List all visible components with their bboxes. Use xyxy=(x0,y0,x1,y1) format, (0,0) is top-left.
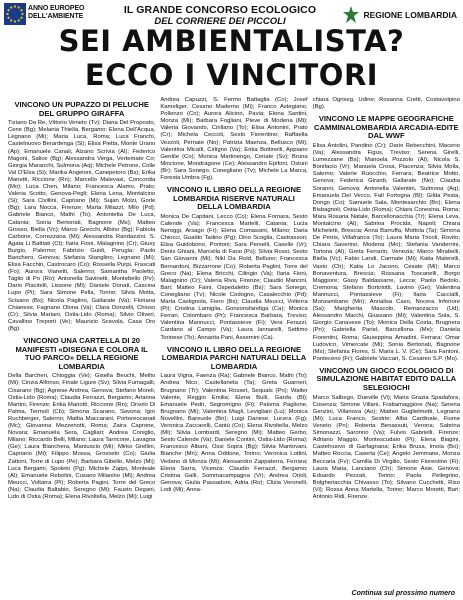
region-logo-block xyxy=(341,5,458,25)
headline xyxy=(0,24,463,92)
headline-line1: SEI AMBIENTALISTA? xyxy=(58,24,405,58)
footer-note: Continua sul prossimo numero xyxy=(351,590,455,597)
column-1 xyxy=(8,97,155,600)
region-lombardia-logo-icon xyxy=(341,5,361,25)
section-title: VINCONO UN PUPAZZO DI PELUCHE DEL GRUPPO GIRAFFA xyxy=(14,100,149,118)
column-3 xyxy=(313,97,460,600)
eu-flag-icon xyxy=(4,3,26,25)
eu-label xyxy=(28,5,84,21)
section-body: Laura Vigna, Faenza (Ra); Gabriele Bianco, Mathi (To); Andrea Nico, Castellaneta (Ta); Greta Guarneri, Brugnano (Tr); Valentina Rosset, Sequals (Pn); Walter Valente, Reggio Emilia; Elena Bulli, Garda (Bl); Emanuele Pedri, Segromigno (Fi); Paloma Paglione, Brugnano (Mi); Valentina Magli, Levigliani (Lu); Monica Novellini, Bareuole (Bn); Luigi Danese, Lucera (Fg); Veronica Zaccarelli, Cantù (Co); Elena Rivoltella, Melzo (Mi); Silvia Lombardi, Seregno (Mi); Matteo Gerbo, Sesto Calende (Va); Daniele Contini, Ostia-Lido (Roma); Francesco Albani, Ossi Sopra (Bg); Silvia Mantovani, Bianche (Mn); Anna Oddone, Torino; Veronica Lottini, Vedano di Monza (Mi); Alessandro Zappaterra, Ferrara; Elena Sarra, Vicenza; Claudio Ferrazzi, Bergamo; Cristina Galli, Sommacampagna (Vr); Andrea Orioli, Genova; Giulia Passadore, Adria (Ro); Clizia Veronelli, Lodi (Mi); Anna- xyxy=(160,373,308,493)
section-title: VINCONO UNA CARTELLA DI 20 MANIFESTI «DISEGNA E COLORA IL TUO PARCO» DELLA REGIONE LOMBARDIA xyxy=(15,336,148,371)
section-body: Tiziano Da Re, Vittorio Veneto (Tv); Diana Del Proposto, Cene (Bg); Melania Thiella, Bergamo; Elena Dell'Acqua, Legnano (Mi); Maria Luca, Roma; Luca Franchi, Castelnuovo Berardenga (Si); Elisa Pietta, Monte Urano (Ap); Emanuele Canali, Alzano Scrivia (Al); Federico Magoni, Salice (Bg); Alessandra Verga, Vertemate Co; Giorgia Maranchi, Sulmona (Aq); Michele Petrone, Colle Val D'Elsa (Si); Marika Angeloni, Canepetoro (Bs); Erika Manetti, Riccione (Rn); Marcello Malevasi, Concordia (Mo); Luca Chen, Milano; Francesca Alamo, Prato; Valeria Scotto, Genova-Pegli; Elena Lena, Montalcino (Si); Sara Civillini, Capriano (Mi); Sujan Molzi, Gorle (Bg); Lara Nocca, Firenze; Marta Milazzi, Milo (Pd); Gabriele Bianco, Mathi (To); Antonietta De Luca, Catania; Sonia Bertonati, Bagnone (Ms); Matteo Grosso, Biella (Vc); Marco Grecchi, Albino (Bg); Fabiola Carbone, Correzzana (Mi); Alessandra Randazzini, S. Agata Li Battiati (Ct); Ilaria Fioni, Malagnino (Cr); Giusy Burgio, Palermo; Fabrizio Guidi, Perugia; Paolo Banchero, Genova; Stefania Stanglino, Legnano (Mi); Elisa Facchin, Castrocaro (Co); Rossella Purpi, Frascati (Fo); Aurora Vianetti, Salerno; Samantha Paoletto, Taglio di Po (Ro); Antonella Savinetti, Montebello (Pv); Dario Piacitelli, Lissone (Mi); Daniele Donati, Cascina Lupo (Pi); Sara Simone Pella, Torino; Silvia Motta, Scisano (Bs); Nicola Paglino, Gallarate (Va); Floriana Chianese, Fagnano Olona (Va); Clara Donzelli, Chioso (Cr); Silvia Mariani, Ostia-Lido (Roma); Silvio Oliveri, Cavallino Treporti (Ve); Maurizio Scevola, Casa Oro (Bg). xyxy=(8,120,156,332)
contest-title: IL GRANDE CONCORSO ECOLOGICO xyxy=(123,4,317,16)
section-title: VINCONO UN GIOCO ECOLOGICO DI SIMULAZIONE HABITAT EDITO DALLA SELEGIOCHI xyxy=(316,365,457,393)
section-title: VINCONO IL LIBRO DELLA REGIONE LOMBARDIA PARCHI NATURALI DELLA LOMBARDIA xyxy=(161,344,307,371)
section-body: Monica De Capitani, Lecco (Co); Elena Fornara, Sesto Calende (Va); Francesca Martelli, Catania; Lucia Neroggi, Arsago (Fr); Elena Comassini, Milano; Daria Chiocci, Gualdo Tadino (Pg); Dino Scoglia, Castrasson; Elisa Guidobono, Pontoni; Sara Perselli, Caselle (Vr); Denis Ghiani, Marcella di Fano (Ps); Silvia Rossi, Sesto San Giovanni (Mi); Nikl Da Rold, Belluno; Francesca Bernardoni, Bizzarrone (Co); Roberta Paglini, Torre del Greco (Na); Elena Bricchi, Cilingio (Va); Ilaria Fioni, Malagnino (Cr); Valeria Riva, Firenze; Claudio Mancini, Bari; Matteo Faini, Ospedaletto (Bs); Sara Sonego, Conegliano (Tv); Nicole Codogno, Casalecchio (Pd); Marta Castignola, Fiero (Bs); Claudia Meucci, Volterra (Pi); Cristina Lamiglia, Gonzonsfandiga (Ca); Monica Ferrari, Colombaro (Pr); Francesca Barbara, Treviso; Valentina Mannucci, Pontassieve (Fi); Vera Ferazzi, Cardano al Campo (Va); Laura Iannarelli, Settimo Torinese (To); Annarita Pani, Assemini (Ca). xyxy=(160,213,308,341)
section-body: chiara Ogriseg, Udine; Rosanna Cretti, Costavolpino (Bg). xyxy=(312,97,460,111)
section-body: Della Barcheri, Chioggia (Ve); Gisella Beuchi, Melito (Mi); Cinzia Alfonso, Finale Ligure (Sv); Silvia Fumagalli, Cisarano (Bg); Agnese Andrea, Genova; Stefano Moreli, Ostia-Lido (Roma); Claudia Ferrazzi, Bergamo; Arianna Martini, Firenze; Erika Mariotti, Riccione (Rn); Orsolo Di Palma, Termoli (Cb); Simona Scarano, Savona; Igor Ruchberger, Salerno; Mattia Maccarani, Portoreocanati (Mc); Giovanna Mezzenotti, Roma; Zaira Caprone, Novara; Emanuela Sera, Cagliari; Andrea Coniglio, Milano; Riccardo Belli, Milano; Laura Tarricone, Lavagna (Ge); Laura Bianchera, Maniuscio (Mi); Mirko Grellini, Capriano (Mi); Filippo Mossa, Grosseto (Co); Giulia Zattoni, Torre di Lupo (Pe); Barbara Gibello, Melzo (Mi); Luca Bergami, Spoleto (Pg); Michele Zappi, Monleale (Al); Emanuele Rebolini, Cusano Milanino (Mi); Andrea Meucci, Voltarra (Pi); Roberta Pagini, Torre del Greco (Na); Claudia Baltabio, Seregno (Mi); Fausto Degani, Lido di Ostia (Roma); Elena Rivoltella, Melzo (Mi); Luigi xyxy=(8,373,156,500)
section-title: VINCONO LE MAPPE GEOGRAFICHE CAMMINALOMBARDIA ARCADIA-EDITE DAL WWF xyxy=(314,114,459,141)
eu-label-line2: DELL'AMBIENTE xyxy=(28,13,84,20)
eu-label-line1: ANNO EUROPEO xyxy=(28,5,85,12)
section-body: Andrea Capuzzi, S. Fermo Battaglia (Co); Josef Kameliger, Cesano Maderno (Mi); Franco Astegiano, Pollenzo (Cn); Aurora Alicino, Pavia; Elena Santini, Monza (Mi); Barbara Fogliani, Pieve di Modena (Mi); Valeria Giovando, Cirillano (To); Elisa Antonini, Prato (Cr); Michela Ceccoli, Sesto Fiorentino; Raffaella Vezzoli, Pernate (No); Patrizia Maenza, Bellusco (Mi); Valentina Micalli, Cirligno (Va); Erika Bottinelli, Appiano Gentile (Co); Monica Martinengo, Ceriale (Sv); Bruna Mincione, Mondragone (Ce); Alessandro Epifoni, Ostuni (Br); Sara Sonego, Conegliano (Tv); Michele La Marca, Foresta Umbra (Fg). xyxy=(160,97,308,182)
section-body: Marco Salbego, Dueville (Vi); Maria Grazia Spadafora, Cosenza; Simone Villani, Frattamaggiore (Na); Serena Genzini, Villanova (Ao); Matteo Guglielmetti, Legnano (Mi); Luca Franco, Sestrie; Alba Cardinale, Fiume Veneto (Pn); Roberta Benassuti, Verona; Sabrina Simonazzi, Saronno (Va); Fulvio Gabrielli, Firenze; Adriano Maggio, Montescudaio (Pi); Elena Biagini, Castelnuovo di Garfagnana; Erika Brusa, Imola (Bo); Matteo Roccia, Caserta (Ce); Angelo Jemmane, Monza Beccaria (Fv); Camilla Di Virgilio, Sesto Fiorentino (Fi); Laura Maria, Lanciano (Ch); Simone Asie, Genova; Edoardo Pezzati, Torino; Paola Pellegrino, Bolgheriacchia Chivasso (To); Silvano Cucchetti, Riso (Vi); Rossa Anna Martella, Torino; Marco Moretti, Bari; Antonio Ridi, Firenze. xyxy=(312,394,460,500)
region-label: REGIONE LOMBARDIA xyxy=(363,10,457,20)
section-title: VINCONO IL LIBRO DELLA REGIONE LOMBARDIA RISERVE NATURALI DELLA LOMBARDIA xyxy=(166,185,302,212)
headline-line2: ECCO I VINCITORI xyxy=(84,58,379,92)
section-body: Elisa Antolini, Pandino (Cr); Dario Rebecchini, Macerio (Va); Alessandra Figus, Treviso; Serena Girelli, Lumezzane (Bs); Manoela Pozzolo (Al); Nicola S. Bonifacio (Vr); Manuela Crosa, Piacenza; Silvia Molla, Salerno; Valerie Ruocchio, Ferrara; Beatrice Motto, Genova; Federica Girardi, Gallarate (No); Claudia Soranni, Genova; Antonella Valentini, Sulmona (Aq); Emanuela Del Vecco, Fall Fortogna (Bl); Gilda Pesta, Dongo (Co); Samuele Sala, Montesarchio (Bn); Elena Bisbagnoli, Ostia-Lido (Roma); Chiara Conesina, Roma; Mara Rosaria Natale, Barcellonacchia (Tr); Elena Leva, Montalcino (Al); Sabrina Procida, Napoli; Chiara Micheletti, Brescia; Anna Barruffa, Mottola (Ta); Simona De Petris, Villafranca (To); Laura Maria Tricoli, Rovito; Chiara Saverino, Modena (Mo); Stefania Vanderrini, Tortona (Al); Greta Ferrarin, Venezia; Marco Mirabelli, Biella (Vc); Fabio Landi, Carmate (Mi); Katia Materelli, Vasto (Ch); Katia Lo Jacono, Cesate (Mi); Marco Bonaventura, Brescia; Rossana Toscanelli, Borgo Maggiore; Giusy Baldassarre, Lecce; Paolo Bedolo, Cremona; Stefano Bortolotti, Lavino (Ge); Valentina Mannucci, Pontassieve (Fi); Ilaria Caccialli, Monzambano (Mn); Annalisa Caso, Nocera Inferiore (Sa); Margherita Mascolo, Remanzacco (Ud); Alessandro Marchi, Giussano (Mi); Valentina Sola, S. Giorgio Canavese (To); Monica Della Costa, Brugnera (Pn); Gabriella Pariel, Barcellona (Me); Daniela Fiorentini, Roma; Giuseppina Amadini, Ferrara; Omar Ludovico, Vimercate (Mi); Sonia Bertonati, Bagnone (Ms); Stefania Flores, S. Maria L. V. (Ce); Sara Fantoni, Ponteceno (Fr); Gabriele Vaccari, S. Cesareo S.P. (Mo). xyxy=(312,142,460,362)
contest-subtitle: DEL CORRIERE DEI PICCOLI xyxy=(154,16,286,27)
column-2 xyxy=(160,97,307,600)
winners-columns xyxy=(8,97,460,600)
